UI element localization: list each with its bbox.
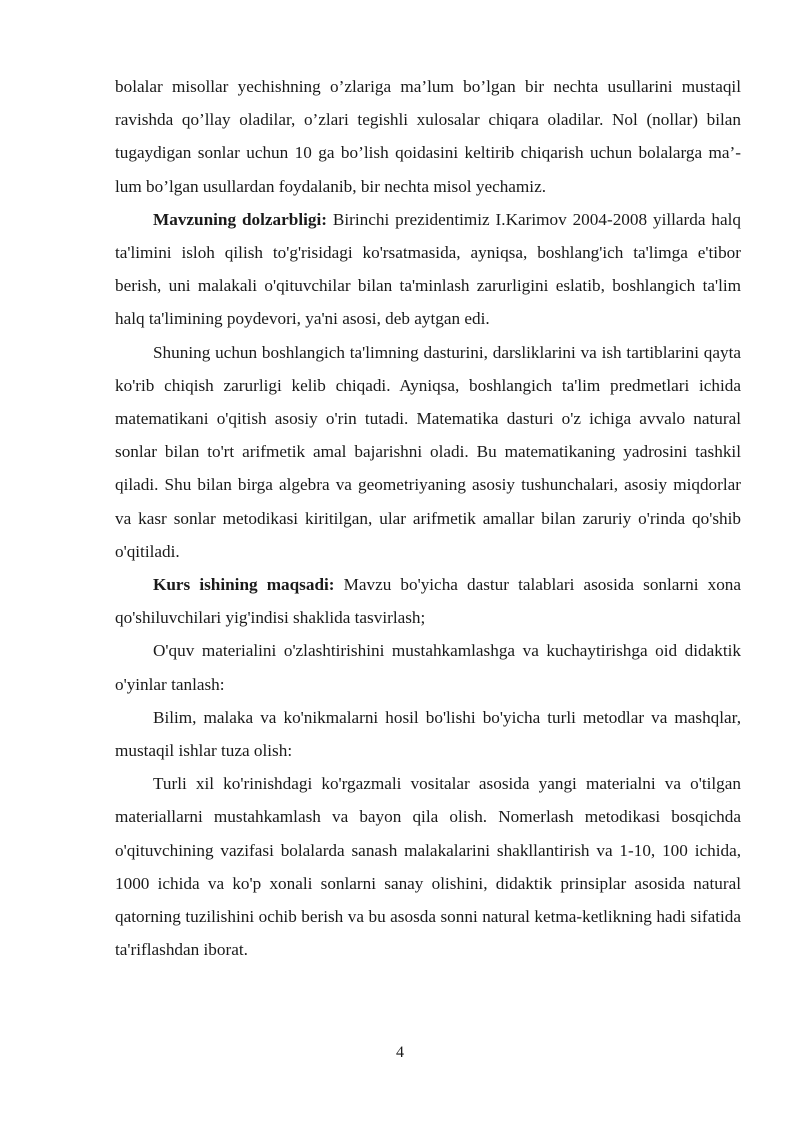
paragraph-text: Shuning uchun boshlangich ta'limning dasturini, darsliklarini va ish tartiblarini qayta ko'rib chiqish zarurligi kelib chiqadi. Ayniqsa, boshlangich ta'lim predmetlari ichida matematikani o'qitish asosiy o'rin tutadi. Matematika dasturi o'z ichiga avvalo natural sonlar bilan to'rt arifmetik amal bajarishni oladi. Bu matematikaning yadrosini tashkil qiladi. Shu bilan birga algebra va geometriyaning asosiy tushunchalari, asosiy miqdorlar va kasr sonlar metodikasi kiritilgan, ular arifmetik amallar bilan zaruriy o'rinda qo'shib o'qitiladi.: [115, 342, 741, 561]
paragraph-text: Bilim, malaka va ko'nikmalarni hosil bo'lishi bo'yicha turli metodlar va mashqlar, mustaqil ishlar tuza olish:: [115, 707, 741, 761]
paragraph-text: Mavzu bo'yicha dastur talablari asosida sonlarni xona qo'shiluvchilari yig'indisi shaklida tasvirlash;: [115, 575, 742, 628]
paragraph-text: O'quv materialini o'zlashtirishini mustahkamlashga va kuchaytirishga oid didaktik o'yinlar tanlash:: [115, 641, 741, 694]
paragraph-text: Turli xil ko'rinishdagi ko'rgazmali vositalar asosida yangi materialni va o'tilgan materiallarni mustahkamlash va bayon qila olish. Nomerlash metodikasi bosqichda o'qituvchining vazifasi bolalarda sanash malakalarini shakllantirish va 1-10, 100 ichida, 1000 ichida va ko'p xonali sonlarni sanay olishini, didaktik prinsiplar asosida natural qatorning tuzilishini ochib berish va bu asosda sonni natural ketma-ketlikning hadi sifatida ta'riflashdan iborat.: [115, 774, 741, 960]
paragraph-methods: [115, 701, 741, 767]
document-page: [115, 70, 741, 966]
paragraph-didactic-games: [115, 634, 741, 700]
paragraph-heading-relevance: Mavzuning dolzarbligi:: [153, 209, 327, 229]
paragraph-heading-goal: Kurs ishining maqsadi:: [153, 575, 335, 595]
paragraph-text: bolalar misollar yechishning o’zlariga ma’lum bo’lgan bir nechta usullarini mustaqil ravishda qo’llay oladilar, o’zlari tegishli xulosalar chiqara oladilar. Nol (nollar) bilan tugaydigan sonlar uchun 10 ga bo’lish qoidasini keltirib chiqarish uchun bolalarga ma’-lum bo’lgan usullardan foydalanib, bir nechta misol yechamiz.: [115, 77, 741, 196]
paragraph-continued: [115, 70, 741, 203]
paragraph-relevance: [115, 203, 741, 336]
page-number: 4: [396, 1044, 404, 1061]
paragraph-visual-aids: [115, 767, 741, 966]
paragraph-text: Birinchi prezidentimiz I.Karimov 2004-2008 yillarda halq ta'limini isloh qilish to'g'risidagi ko'rsatmasida, ayniqsa, boshlang'ich ta'limga e'tibor berish, uni malakali o'qituvchilar bilan ta'minlash zarurligini eslatib, boshlangich ta'lim halq ta'limining poydevori, ya'ni asosi, deb aytgan edi.: [115, 209, 741, 329]
paragraph-goal: [115, 568, 741, 634]
paragraph-curriculum: [115, 336, 741, 568]
